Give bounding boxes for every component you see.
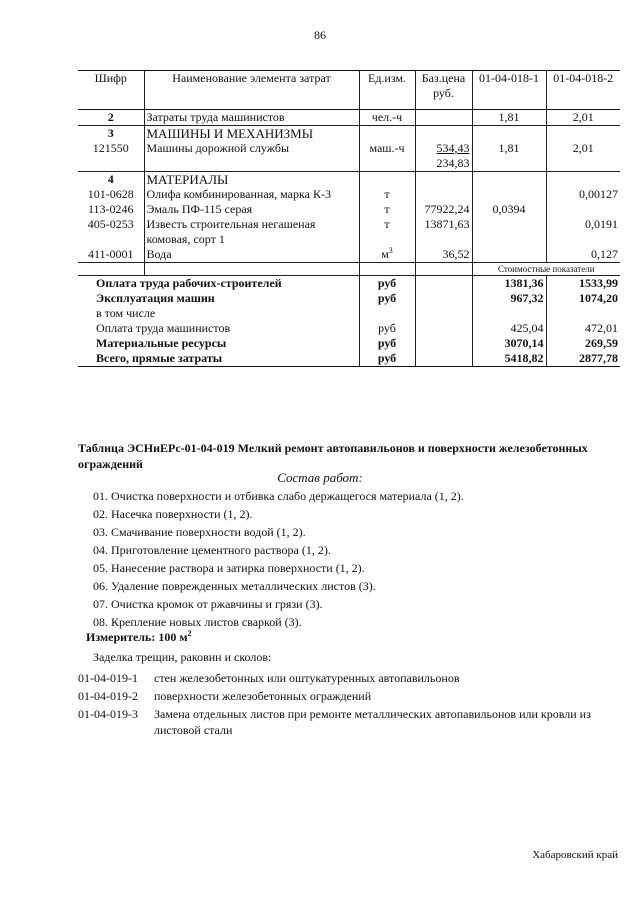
totals-row (78, 276, 620, 292)
cell-v2: 0,0191 (546, 217, 620, 247)
work-item: 04. Приготовление цементного раствора (1, 2). (93, 543, 331, 557)
cell-price: 13871,63 (415, 217, 472, 247)
totals-unit: руб (359, 276, 415, 292)
header-unit: Ед.изм. (359, 71, 415, 110)
norm-code: 01-04-019-3 (78, 707, 138, 721)
cell-name: Затраты труда машинистов (144, 110, 359, 126)
cost-indicators-row (78, 263, 620, 276)
totals-v1: 967,32 (472, 291, 546, 306)
table-row (78, 217, 620, 247)
unit-superscript: 3 (388, 246, 393, 255)
cell-unit: маш.-ч (359, 141, 415, 172)
page-number: 86 (314, 28, 326, 42)
totals-v2: 1074,20 (546, 291, 620, 306)
totals-label: Материальные ресурсы (96, 336, 227, 350)
norm-text: Замена отдельных листов при ремонте металлических автопавильонов или кровли из листовой стали (154, 707, 591, 737)
totals-unit: руб (359, 321, 415, 336)
cell-code: 411-0001 (87, 247, 134, 261)
work-item: 08. Крепление новых листов сваркой (3). (93, 615, 302, 629)
cell-price (415, 187, 472, 202)
cell-code: 2 (107, 110, 114, 124)
cell-name: Вода (144, 247, 359, 263)
totals-label: Оплата труда машинистов (96, 321, 231, 335)
measure-text: Измеритель: 100 м (86, 630, 188, 644)
cell-v2: 2,01 (546, 141, 620, 172)
norm-code: 01-04-019-1 (78, 671, 138, 685)
cost-table (78, 70, 620, 367)
cell-v2: 0,00127 (546, 187, 620, 202)
totals-label: Всего, прямые затраты (78, 351, 359, 367)
header-price: Баз.цена руб. (415, 71, 472, 110)
cell-code: 3 (78, 126, 144, 142)
cell-price: 36,52 (415, 247, 472, 263)
measure-superscript: 2 (187, 629, 192, 638)
norm-text: стен железобетонных или оштукатуренных автопавильонов (154, 671, 460, 685)
work-item: 03. Смачивание поверхности водой (1, 2). (93, 525, 306, 539)
cell-name: Олифа комбинированная, марка К-3 (144, 187, 359, 202)
table-row-section (78, 172, 620, 188)
totals-label: Оплата труда рабочих-строителей (78, 276, 359, 292)
totals-label: в том числе (96, 306, 156, 320)
totals-v2: 1533,99 (546, 276, 620, 292)
totals-row (78, 291, 620, 306)
measure-unit (86, 630, 192, 645)
totals-v2: 472,01 (546, 321, 620, 336)
cell-code: 121550 (92, 141, 129, 155)
work-item: 05. Нанесение раствора и затирка поверхности (1, 2). (93, 561, 365, 575)
header-col1: 01-04-018-1 (472, 71, 546, 110)
price-value-secondary: 234,83 (436, 156, 470, 170)
table-row (78, 141, 620, 172)
cell-code: 101-0628 (87, 187, 134, 201)
table-row (78, 187, 620, 202)
cell-unit: т (359, 187, 415, 202)
footer-region: Хабаровский край (532, 849, 618, 861)
repair-heading: Заделка трещин, раковин и сколов: (93, 650, 272, 664)
cell-code: 4 (78, 172, 144, 188)
header-name: Наименование элемента затрат (144, 71, 359, 110)
totals-v1: 425,04 (472, 321, 546, 336)
cell-name: Машины дорожной службы (144, 141, 359, 172)
cell-v2: 0,127 (546, 247, 620, 263)
totals-v1: 5418,82 (472, 351, 546, 367)
cell-unit: чел.-ч (359, 110, 415, 126)
cell-unit (359, 247, 415, 263)
table-header-row (78, 71, 620, 110)
cell-v1: 1,81 (472, 110, 546, 126)
totals-unit: руб (359, 351, 415, 367)
cell-v2 (546, 202, 620, 217)
cell-price (415, 141, 472, 172)
totals-v2: 269,59 (546, 336, 620, 351)
cell-code: 113-0246 (87, 202, 134, 216)
cell-v1 (472, 217, 546, 247)
section-title: Таблица ЭСНиЕРс-01-04-019 Мелкий ремонт автопавильонов и поверхности железобетонных ограждений (78, 441, 588, 471)
cost-indicators-label: Стоимостные показатели (472, 263, 620, 276)
work-item: 06. Удаление поврежденных металлических листов (3). (93, 579, 376, 593)
totals-label: Эксплуатация машин (96, 291, 215, 305)
work-composition-heading: Состав работ: (277, 470, 363, 485)
totals-row (78, 306, 620, 321)
cell-v1 (472, 247, 546, 263)
cell-price: 77922,24 (415, 202, 472, 217)
unit-text: м (381, 247, 389, 261)
work-item: 01. Очистка поверхности и отбивка слабо держащегося материала (1, 2). (93, 489, 464, 503)
cell-v1: 0,0394 (472, 202, 546, 217)
norm-text: поверхности железобетонных ограждений (154, 689, 372, 703)
totals-unit: руб (359, 291, 415, 306)
cell-price (415, 110, 472, 126)
work-item: 07. Очистка кромок от ржавчины и грязи (3). (93, 597, 323, 611)
header-code: Шифр (78, 71, 144, 110)
cell-v2: 2,01 (546, 110, 620, 126)
totals-row (78, 351, 620, 367)
cell-v1: 1,81 (472, 141, 546, 172)
totals-v2: 2877,78 (546, 351, 620, 367)
cell-unit: т (359, 202, 415, 217)
cell-code: 405-0253 (87, 217, 134, 231)
header-col2: 01-04-018-2 (546, 71, 620, 110)
cell-name: Эмаль ПФ-115 серая (144, 202, 359, 217)
totals-v1: 1381,36 (472, 276, 546, 292)
totals-row (78, 321, 620, 336)
totals-unit: руб (359, 336, 415, 351)
price-value: 534,43 (436, 141, 470, 155)
totals-row (78, 336, 620, 351)
table-row (78, 110, 620, 126)
norm-code: 01-04-019-2 (78, 689, 138, 703)
cell-v1 (472, 187, 546, 202)
cell-name: МАШИНЫ И МЕХАНИЗМЫ (144, 126, 359, 142)
table-row (78, 202, 620, 217)
table-row-section (78, 126, 620, 142)
cell-unit: т (359, 217, 415, 247)
cell-name: МАТЕРИАЛЫ (144, 172, 359, 188)
work-item: 02. Насечка поверхности (1, 2). (93, 507, 253, 521)
table-row (78, 247, 620, 263)
cell-name: Известь строительная негашеная комовая, сорт 1 (144, 217, 359, 247)
totals-v1: 3070,14 (472, 336, 546, 351)
